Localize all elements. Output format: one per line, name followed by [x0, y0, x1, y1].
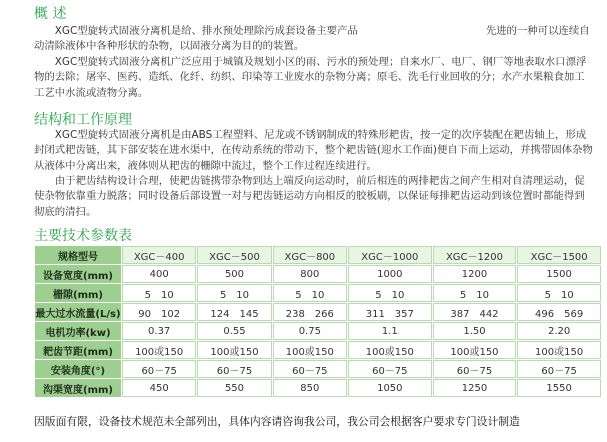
spec-cell: 1550: [517, 379, 601, 397]
model-header: XGC－800: [273, 246, 347, 264]
spec-cell: 238 266: [273, 303, 347, 321]
spec-cell: 100或150: [517, 341, 601, 359]
principle-paragraph-1: XGC型旋转式固液分离机是由ABS工程塑料、尼龙或不锈钢制成的特殊形耙齿，按一定的次序装配在耙齿轴上，形成封闭式耙齿链，其下部安装在进水渠中，在传动系统的带动下，整个耙齿链(迎水工作面)便自下而上运动，并携带固体杂物从液体中分离出来，液体则从耙齿的栅隙中流过，整个工作过程连续进行。: [34, 129, 593, 172]
spec-table-header-row: [35, 246, 601, 264]
overview-paragraph-1-head: XGC型旋转式固液分离机是给、排水预处理除污成套设备主要产品: [54, 25, 358, 37]
spec-cell: 800: [273, 265, 347, 283]
specs-title: 主要技术参数表: [34, 228, 132, 244]
spec-cell: 1200: [433, 265, 517, 283]
model-header: XGC－400: [122, 246, 196, 264]
spec-row-pitch: [35, 341, 601, 359]
spec-row-label: 最大过水流量(L/s): [35, 303, 121, 321]
spec-row-width: [35, 265, 601, 283]
spec-row-label: 栅隙(mm): [35, 284, 121, 302]
spec-cell: 311 357: [348, 303, 432, 321]
spec-cell: 5 10: [433, 284, 517, 302]
spec-cell: 60－75: [517, 360, 601, 378]
spec-cell: 387 442: [433, 303, 517, 321]
spec-cell: 100或150: [273, 341, 347, 359]
spec-cell: 1.50: [433, 322, 517, 340]
spec-row-angle: [35, 360, 601, 378]
spec-row-power: [35, 322, 601, 340]
spec-cell: 1250: [433, 379, 517, 397]
footer-note: 因版面有限，设备技术规范未全部列出，具体内容请咨询我公司，我公司会根据客户要求专门设计制造: [34, 415, 520, 428]
spec-cell: 60－75: [348, 360, 432, 378]
spec-cell: 60－75: [197, 360, 271, 378]
spec-cell: 5 10: [273, 284, 347, 302]
spec-cell: 500: [197, 265, 271, 283]
overview-paragraph-1: [34, 24, 594, 55]
spec-cell: 60－75: [122, 360, 196, 378]
spec-cell: 1500: [517, 265, 601, 283]
spec-cell: 60－75: [273, 360, 347, 378]
overview-title: 概 述: [34, 6, 67, 22]
model-header: XGC－1500: [517, 246, 601, 264]
overview-paragraph-1-tail: 先进的一种可以连续自动清除液体中各种形状的杂物，以固液分离为目的的装置。: [34, 25, 590, 53]
spec-row-label: 安装角度(°): [35, 360, 121, 378]
spec-cell: 0.55: [197, 322, 271, 340]
model-header: XGC－1200: [433, 246, 517, 264]
spec-cell: 5 10: [517, 284, 601, 302]
spec-row-label: 设备宽度(mm): [35, 265, 121, 283]
spec-cell: 5 10: [122, 284, 196, 302]
principle-title: 结构和工作原理: [34, 112, 132, 128]
spec-row-label: 耙齿节距(mm): [35, 341, 121, 359]
spec-table: [34, 245, 602, 398]
spec-row-label: 沟渠宽度(mm): [35, 379, 121, 397]
spec-cell: 100或150: [122, 341, 196, 359]
spec-cell: 60－75: [433, 360, 517, 378]
overview-paragraph-2: XGC型旋转式固液分离机广泛应用于城镇及规划小区的雨、污水的预处理；自来水厂、电厂、钢厂等地表取水口漂浮物的去除；屠宰、医药、造纸、化纤、纺织、印染等工业废水的杂物分离；原毛、洗毛行业回收的分；水产水果粮食加工工艺中水流或渣物分离。: [34, 56, 587, 99]
spec-cell: 124 145: [197, 303, 271, 321]
spec-cell: 100或150: [197, 341, 271, 359]
spec-cell: 1.1: [348, 322, 432, 340]
spec-cell: 0.37: [122, 322, 196, 340]
spec-cell: 100或150: [348, 341, 432, 359]
spec-row-label: 电机功率(kw): [35, 322, 121, 340]
spec-table-header-label: 规格型号: [35, 246, 121, 264]
principle-paragraph-2: 由于耙齿结构设计合理，使耙齿链携带杂物到达上端反向运动时，前后相连的两排耙齿之间产生相对自清理运动，促使杂物依靠重力脱落；同时设备后部设置一对与耙齿链运动方向相反的胶板刷，以保证每排耙齿运动到该位置时都能得到彻底的清扫。: [34, 175, 585, 218]
spec-cell: 450: [122, 379, 196, 397]
spec-cell: 5 10: [348, 284, 432, 302]
spec-row-channel: [35, 379, 601, 397]
spec-cell: 100或150: [433, 341, 517, 359]
model-header: XGC－500: [197, 246, 271, 264]
spec-cell: 400: [122, 265, 196, 283]
spec-cell: 850: [273, 379, 347, 397]
spec-row-gap: [35, 284, 601, 302]
spec-cell: 2.20: [517, 322, 601, 340]
spec-cell: 496 569: [517, 303, 601, 321]
spec-cell: 1000: [348, 265, 432, 283]
spec-row-flow: [35, 303, 601, 321]
spec-cell: 1050: [348, 379, 432, 397]
spec-cell: 550: [197, 379, 271, 397]
spec-cell: 0.75: [273, 322, 347, 340]
spec-cell: 5 10: [197, 284, 271, 302]
model-header: XGC－1000: [348, 246, 432, 264]
spec-cell: 90 102: [122, 303, 196, 321]
